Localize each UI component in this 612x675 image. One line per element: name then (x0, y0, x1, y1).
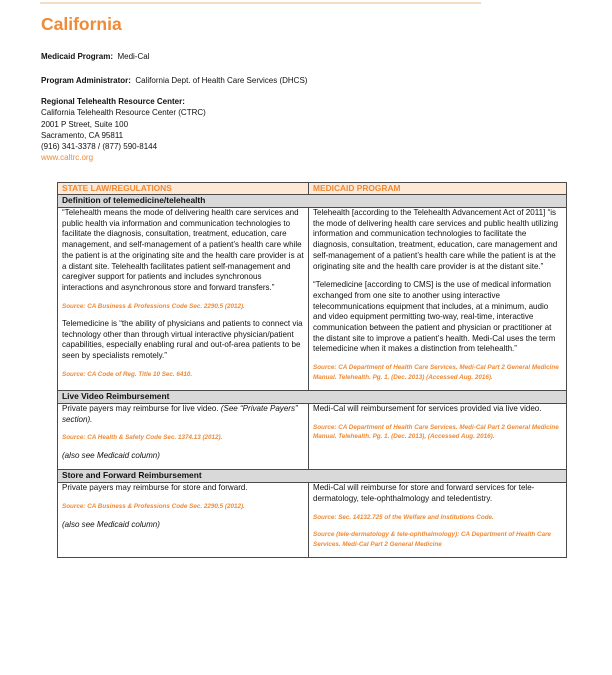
body-text (313, 483, 562, 504)
section-title: Definition of telemedicine/telehealth (58, 195, 309, 208)
medicaid-cell (309, 403, 567, 470)
body-text-main: Medi-Cal will reimburse for store and forward services for tele-dermatology, tele-ophthalmology and teledentistry. (313, 483, 535, 504)
regional-center-website-link[interactable]: www.caltrc.org (41, 153, 94, 163)
body-text-main: Private payers may reimburse for store and forward. (62, 483, 248, 493)
table-row (58, 403, 567, 470)
program-administrator-value: California Dept. of Health Care Services (DHCS) (135, 76, 308, 85)
body-text-main: Telemedicine is “the ability of physicians and patients to connect via technology other than through virtual interactive physician/patient capabilities, especially enabling rural and out-of-area patients to be seen by specialists remotely.” (62, 319, 303, 361)
medicaid-program-line (41, 51, 149, 62)
table-header-row (58, 183, 567, 195)
regional-center-label: Regional Telehealth Resource Center: (41, 97, 185, 106)
body-text (313, 280, 562, 355)
source-citation: Source (tele-dermatology & tele-ophthalmology): CA Department of Health Care Services. Medi-Cal Part 2 General Medicine (313, 531, 552, 548)
cross-reference-note: (also see Medicaid column) (62, 519, 160, 529)
body-text-main: “Telehealth means the mode of delivering health care services and public health via information and communication technologies to facilitate the diagnosis, consultation, treatment, education, care management, and self-management of a patient’s health care while the patient is at the originating site and the health care provider is at a distant site. Telehealth facilitates patient self-management and caregiver support for patients and includes synchronous interactions and asynchronous store and forward transfers.” (62, 208, 304, 292)
source-citation: Source: CA Health & Safety Code Sec. 1374.13 (2012). (62, 434, 223, 442)
source-citation: Source: CA Business & Professions Code Sec. 2290.5 (2012). (62, 302, 245, 310)
source-citation: Source: CA Department of Health Care Services. Medi-Cal Part 2 General Medicine Manual. Telehealth. Pg. 1. (Dec. 2013), (Accessed Aug. 2016). (313, 423, 559, 441)
source-citation: Source: CA Code of Reg. Title 10 Sec. 6410. (62, 370, 193, 378)
header-state-law: STATE LAW/REGULATIONS (58, 183, 309, 195)
regional-center-block (41, 96, 206, 164)
body-text-main: Medi-Cal will reimbursement for services provided via live video. (313, 403, 542, 413)
medicaid-cell (309, 483, 567, 558)
table-row (58, 208, 567, 391)
program-administrator-line (41, 75, 307, 86)
regional-center-city: Sacramento, CA 95811 (41, 130, 124, 140)
section-title: Store and Forward Reimbursement (58, 470, 309, 483)
state-law-cell (58, 483, 309, 558)
regional-center-phone: (916) 341-3378 / (877) 590-8144 (41, 142, 158, 152)
body-text (62, 483, 304, 494)
regional-center-street: 2001 P Street, Suite 100 (41, 119, 129, 129)
table-row (58, 483, 567, 558)
header-medicaid-program: MEDICAID PROGRAM (309, 183, 567, 195)
section-header-definition-of-telemedicine-telehealth (58, 195, 567, 208)
source-citation: Source: CA Department of Health Care Services. Medi-Cal Part 2 General Medicine Manual. Telehealth. Pg. 1. (Dec. 2013) (Accessed Aug. 2016). (313, 364, 559, 381)
body-text (62, 319, 304, 362)
medicaid-cell (309, 208, 567, 391)
policy-table (57, 182, 567, 558)
section-header-store-and-forward-reimbursement (58, 470, 567, 483)
body-text (313, 404, 562, 415)
state-law-cell (58, 403, 309, 470)
body-text-main: Telehealth [according to the Telehealth Advancement Act of 2011] “is the mode of delivering health care services and public health utilizing information and communication technologies to facilitate the diagnosis, consultation, treatment, education, care management and self-management of a patient’s health care while the patient is at the originating site and the health care provider is at the distant site.” (313, 208, 559, 271)
body-text-main: “Telemedicine [according to CMS] is the use of medical information exchanged from one site to another using interactive telecommunications equipment that includes, at a minimum, audio and video equipment permitting two-way, real-time, interactive communication between the patient and physician or practitioner at the distant site to improve a patient’s health. Medi-Cal uses the term telemedicine when it makes a distinction from telehealth.” (313, 280, 556, 354)
body-text (313, 208, 562, 272)
body-text-main: Private payers may reimburse for live video. (62, 403, 221, 413)
state-law-cell (58, 208, 309, 391)
section-header-blank (309, 390, 567, 403)
body-text (62, 404, 304, 425)
regional-center-name: California Telehealth Resource Center (CTRC) (41, 108, 206, 118)
section-header-blank (309, 470, 567, 483)
cross-reference-note: (also see Medicaid column) (62, 450, 160, 460)
body-text (62, 208, 304, 294)
section-header-live-video-reimbursement (58, 390, 567, 403)
section-header-blank (309, 195, 567, 208)
medicaid-program-value: Medi-Cal (117, 52, 150, 61)
source-citation: Source: Sec. 14132.725 of the Welfare and Institutions Code. (313, 513, 494, 521)
source-citation: Source: CA Business & Professions Code Sec. 2290.5 (2012). (62, 503, 245, 511)
see-private-payers-note: (See “Private Payers” section). (62, 403, 298, 424)
program-administrator-label: Program Administrator: (41, 76, 131, 85)
medicaid-program-label: Medicaid Program: (41, 52, 114, 61)
top-divider (40, 2, 481, 4)
page-title: California (41, 14, 122, 34)
section-title: Live Video Reimbursement (58, 390, 309, 403)
